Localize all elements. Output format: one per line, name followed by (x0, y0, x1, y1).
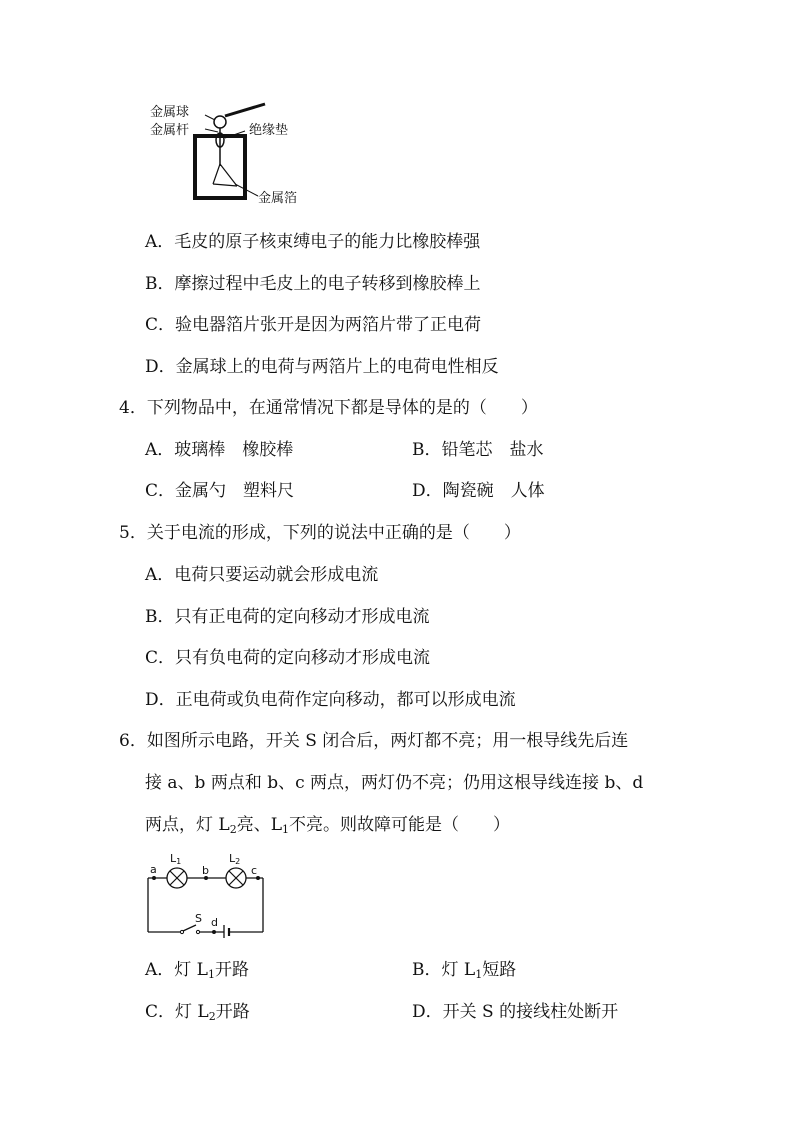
q6-stem-line2: 接 a、b 两点和 b、c 两点，两灯仍不亮；仍用这根导线连接 b、d (145, 773, 644, 793)
stem-text: 亮、L (236, 815, 282, 835)
label-metal-foil: 金属箔 (258, 191, 298, 206)
q4-stem: 4．下列物品中，在通常情况下都是导体的是的（ ） (119, 398, 538, 418)
foil-right (220, 164, 237, 186)
option-letter: D． (145, 357, 176, 377)
q3-option-a (145, 231, 480, 253)
option-text: 陶瓷碗 人体 (442, 481, 545, 501)
q5-option-c (145, 647, 430, 669)
option-text: 金属勺 塑料尺 (175, 481, 295, 501)
option-letter: B． (412, 960, 442, 980)
q3-option-d (145, 356, 499, 378)
option-text: 铅笔芯 盐水 (441, 440, 544, 460)
circuit-figure (140, 848, 275, 938)
label-l2: L2 (229, 852, 241, 866)
subscript: 1 (207, 968, 215, 981)
subscript: 2 (208, 1010, 216, 1023)
option-letter: B． (145, 607, 175, 627)
q5-option-b (145, 606, 430, 628)
option-text: 玻璃棒 橡胶棒 (174, 440, 294, 460)
q6-option-c (145, 1001, 250, 1028)
option-letter: A． (145, 232, 175, 252)
q4-option-a (145, 439, 293, 461)
switch-s (183, 925, 196, 931)
q4-option-d (412, 480, 545, 502)
option-letter: D． (145, 690, 176, 710)
subscript: 1 (475, 968, 483, 981)
option-text: 灯 L (174, 960, 208, 980)
option-letter: C． (145, 481, 176, 501)
option-text: 开路 (214, 960, 249, 980)
q5-option-d (145, 689, 516, 711)
label-insulating-pad: 绝缘垫 (249, 123, 289, 138)
label-l1: L1 (170, 852, 182, 866)
option-text: 电荷只要运动就会形成电流 (174, 565, 379, 585)
subscript: 1 (282, 823, 289, 836)
node-d (212, 930, 216, 934)
q6-option-d (412, 1001, 618, 1023)
option-text: 只有正电荷的定向移动才形成电流 (174, 607, 430, 627)
stem-text: 不亮。则故障可能是（ ） (289, 815, 510, 835)
battery (224, 925, 229, 938)
option-letter: D． (412, 481, 443, 501)
option-letter: C． (145, 648, 176, 668)
option-text: 只有负电荷的定向移动才形成电流 (175, 648, 431, 668)
option-letter: C． (145, 315, 176, 335)
option-letter: B． (412, 440, 442, 460)
option-letter: D． (412, 1002, 443, 1022)
node-a (152, 876, 156, 880)
option-text: 验电器箔片张开是因为两箔片带了正电荷 (175, 315, 482, 335)
electroscope-figure (145, 96, 315, 214)
label-d: d (211, 916, 218, 929)
lamp-l1 (167, 868, 187, 888)
label-b: b (202, 864, 209, 877)
q5-option-a (145, 564, 378, 586)
q6-option-b (412, 959, 516, 986)
stem-text: 两点，灯 L (145, 815, 230, 835)
option-text: 摩擦过程中毛皮上的电子转移到橡胶棒上 (174, 274, 481, 294)
foil-left (213, 164, 220, 184)
option-letter: A． (145, 960, 175, 980)
option-text: 毛皮的原子核束缚电子的能力比橡胶棒强 (174, 232, 481, 252)
subscript: 2 (229, 823, 237, 836)
q4-option-c (145, 480, 294, 502)
label-metal-ball: 金属球 (150, 105, 190, 120)
metal-ball (214, 116, 226, 128)
option-text: 开关 S 的接线柱处断开 (442, 1002, 619, 1022)
option-letter: A． (145, 440, 175, 460)
q4-option-b (412, 439, 544, 461)
label-a: a (150, 863, 157, 876)
label-metal-rod: 金属杆 (150, 123, 190, 138)
q5-stem: 5．关于电流的形成，下列的说法中正确的是（ ） (119, 523, 521, 543)
option-text: 灯 L (441, 960, 476, 980)
lamp-l2 (226, 868, 246, 888)
q6-stem-line1: 6．如图所示电路，开关 S 闭合后，两灯都不亮；用一根导线先后连 (119, 731, 629, 751)
option-letter: B． (145, 274, 175, 294)
option-letter: C． (145, 1002, 176, 1022)
option-text: 金属球上的电荷与两箔片上的电荷电性相反 (175, 357, 499, 377)
option-text: 短路 (482, 960, 517, 980)
q6-option-a (145, 959, 249, 986)
q3-option-b (145, 273, 481, 295)
q6-stem-line3 (145, 814, 510, 841)
label-c: c (251, 864, 258, 877)
q3-option-c (145, 314, 481, 336)
rubber-rod (225, 104, 265, 116)
label-s: S (195, 912, 202, 925)
option-letter: A． (145, 565, 175, 585)
option-text: 正电荷或负电荷作定向移动，都可以形成电流 (175, 690, 516, 710)
option-text: 开路 (215, 1002, 250, 1022)
option-text: 灯 L (175, 1002, 209, 1022)
